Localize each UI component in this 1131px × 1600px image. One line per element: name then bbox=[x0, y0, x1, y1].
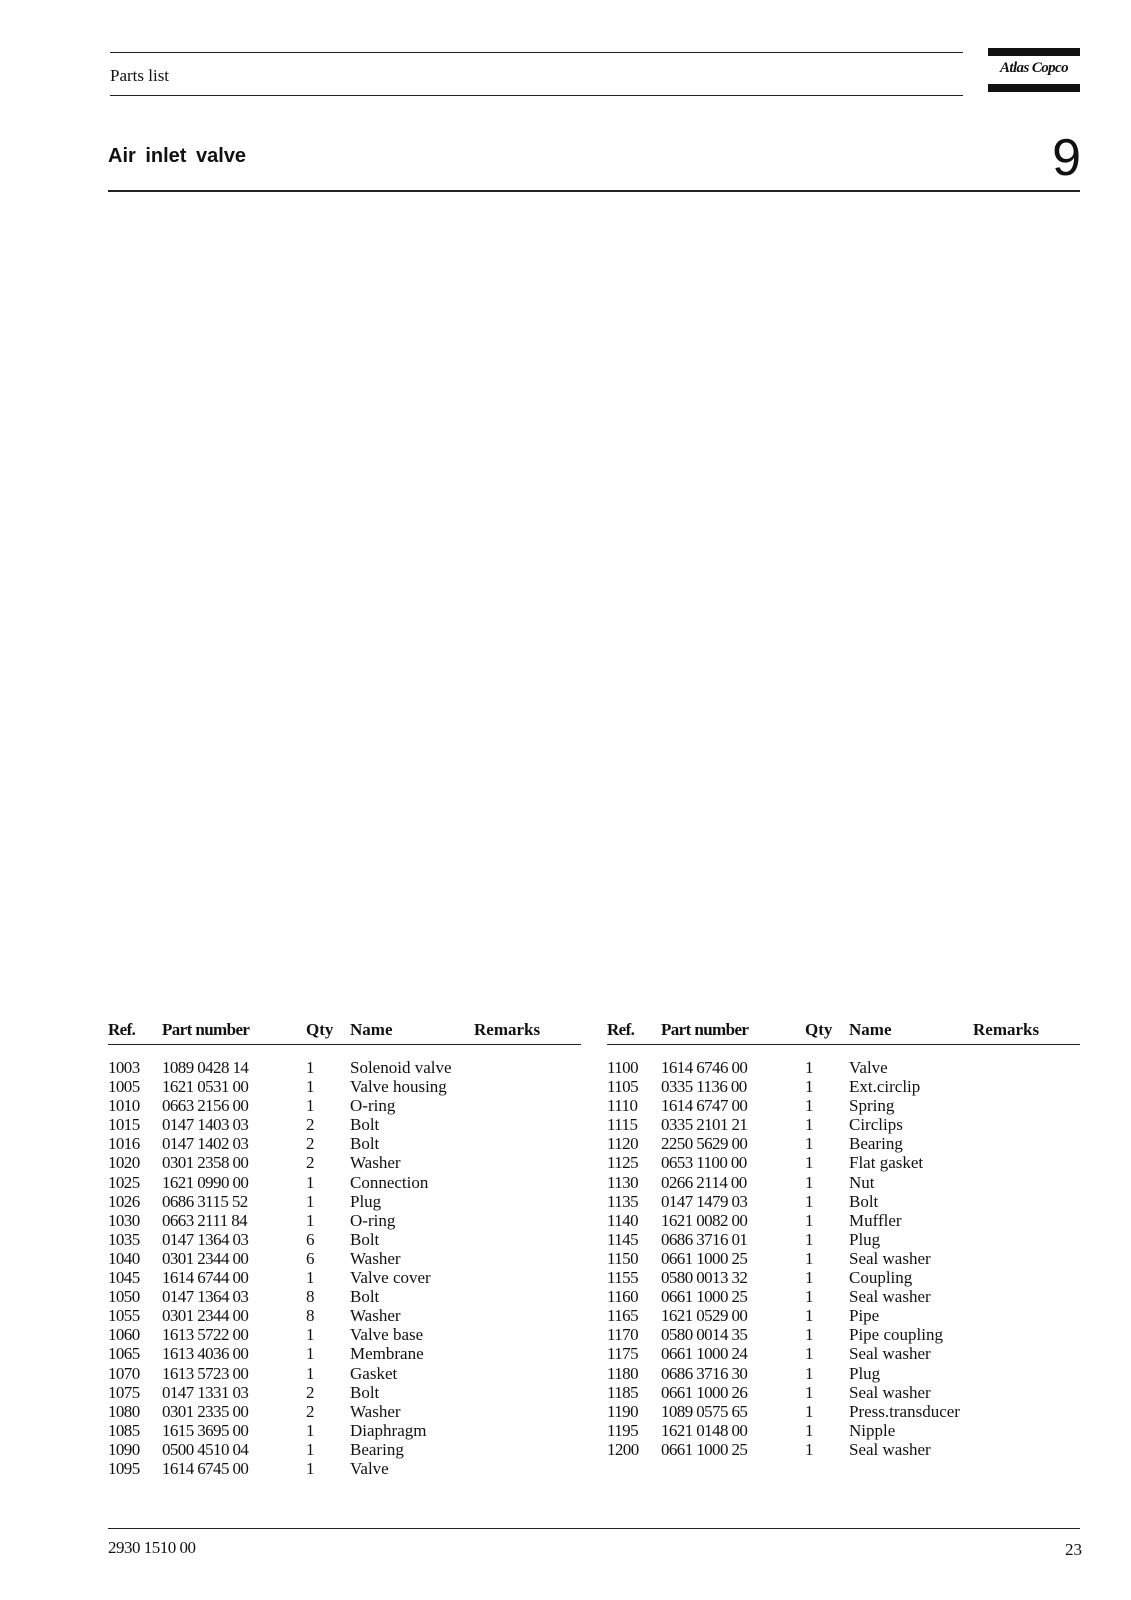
cell-part-number: 0686 3716 30 bbox=[661, 1363, 748, 1383]
cell-name: Pipe coupling bbox=[849, 1325, 943, 1345]
cell-ref: 1075 bbox=[108, 1382, 140, 1402]
cell-part-number: 0661 1000 25 bbox=[661, 1248, 748, 1268]
cell-part-number: 1621 0082 00 bbox=[661, 1210, 748, 1230]
cell-part-number: 0663 2156 00 bbox=[162, 1096, 249, 1116]
column-header-part-number: Part number bbox=[162, 1020, 250, 1039]
cell-ref: 1155 bbox=[607, 1268, 638, 1288]
cell-ref: 1090 bbox=[108, 1439, 140, 1459]
cell-part-number: 1614 6746 00 bbox=[661, 1058, 748, 1077]
cell-name: Washer bbox=[350, 1401, 401, 1421]
cell-qty: 1 bbox=[805, 1191, 814, 1211]
cell-ref: 1025 bbox=[108, 1172, 140, 1192]
cell-qty: 1 bbox=[306, 1439, 315, 1459]
cell-name: Washer bbox=[350, 1306, 401, 1326]
cell-ref: 1100 bbox=[607, 1058, 638, 1077]
cell-name: Nut bbox=[849, 1172, 875, 1192]
cell-name: Plug bbox=[350, 1191, 382, 1211]
cell-part-number: 0147 1364 03 bbox=[162, 1229, 249, 1249]
cell-name: Valve housing bbox=[350, 1077, 447, 1097]
cell-name: Bearing bbox=[849, 1134, 903, 1154]
chapter-number: 9 bbox=[1052, 129, 1081, 187]
cell-name: Valve base bbox=[350, 1325, 424, 1345]
cell-part-number: 1614 6747 00 bbox=[661, 1096, 748, 1116]
cell-qty: 1 bbox=[805, 1325, 814, 1345]
cell-qty: 2 bbox=[306, 1153, 315, 1173]
footer-document-number: 2930 1510 00 bbox=[108, 1538, 196, 1557]
cell-ref: 1065 bbox=[108, 1344, 140, 1364]
cell-qty: 1 bbox=[805, 1306, 814, 1326]
cell-qty: 6 bbox=[306, 1229, 315, 1249]
cell-part-number: 1613 4036 00 bbox=[162, 1344, 249, 1364]
cell-ref: 1190 bbox=[607, 1401, 638, 1421]
cell-name: Membrane bbox=[350, 1344, 424, 1364]
cell-name: O-ring bbox=[350, 1210, 396, 1230]
cell-ref: 1015 bbox=[108, 1115, 140, 1135]
cell-name: Washer bbox=[350, 1248, 401, 1268]
cell-name: Bolt bbox=[350, 1115, 380, 1135]
cell-name: Washer bbox=[350, 1153, 401, 1173]
cell-qty: 8 bbox=[306, 1306, 315, 1326]
cell-name: Plug bbox=[849, 1363, 881, 1383]
cell-qty: 1 bbox=[805, 1077, 814, 1097]
cell-qty: 1 bbox=[805, 1344, 814, 1364]
cell-part-number: 0663 2111 84 bbox=[162, 1210, 248, 1230]
cell-name: Press.transducer bbox=[849, 1401, 960, 1421]
cell-ref: 1170 bbox=[607, 1325, 638, 1345]
cell-ref: 1125 bbox=[607, 1153, 638, 1173]
cell-qty: 2 bbox=[306, 1134, 315, 1154]
cell-qty: 6 bbox=[306, 1248, 315, 1268]
cell-ref: 1195 bbox=[607, 1420, 638, 1440]
cell-part-number: 1614 6744 00 bbox=[162, 1268, 249, 1288]
cell-ref: 1180 bbox=[607, 1363, 638, 1383]
cell-ref: 1026 bbox=[108, 1191, 140, 1211]
cell-name: Solenoid valve bbox=[350, 1058, 452, 1077]
cell-name: Valve cover bbox=[350, 1268, 431, 1288]
cell-part-number: 0301 2344 00 bbox=[162, 1248, 249, 1268]
cell-qty: 2 bbox=[306, 1115, 315, 1135]
cell-part-number: 1621 0990 00 bbox=[162, 1172, 249, 1192]
column-header-name: Name bbox=[350, 1020, 393, 1039]
cell-ref: 1080 bbox=[108, 1401, 140, 1421]
cell-qty: 1 bbox=[306, 1420, 315, 1440]
cell-part-number: 2250 5629 00 bbox=[661, 1134, 748, 1154]
cell-ref: 1030 bbox=[108, 1210, 140, 1230]
cell-part-number: 1614 6745 00 bbox=[162, 1458, 249, 1478]
cell-name: Bolt bbox=[350, 1382, 380, 1402]
column-header-part-number: Part number bbox=[661, 1020, 749, 1039]
cell-name: Bolt bbox=[849, 1191, 879, 1211]
cell-ref: 1120 bbox=[607, 1134, 638, 1154]
cell-ref: 1160 bbox=[607, 1287, 638, 1307]
cell-part-number: 0147 1331 03 bbox=[162, 1382, 249, 1402]
cell-ref: 1045 bbox=[108, 1268, 140, 1288]
cell-qty: 8 bbox=[306, 1287, 315, 1307]
logo-bottom-bar bbox=[988, 84, 1080, 92]
cell-qty: 1 bbox=[805, 1268, 814, 1288]
cell-qty: 1 bbox=[805, 1210, 814, 1230]
cell-qty: 1 bbox=[306, 1191, 315, 1211]
cell-name: O-ring bbox=[350, 1096, 396, 1116]
header-bottom-rule bbox=[110, 95, 963, 96]
column-header-qty: Qty bbox=[306, 1020, 334, 1039]
cell-part-number: 1615 3695 00 bbox=[162, 1420, 249, 1440]
cell-qty: 1 bbox=[306, 1096, 315, 1116]
cell-ref: 1175 bbox=[607, 1344, 638, 1364]
cell-ref: 1010 bbox=[108, 1096, 140, 1116]
cell-part-number: 1089 0575 65 bbox=[661, 1401, 748, 1421]
cell-part-number: 0580 0014 35 bbox=[661, 1325, 748, 1345]
cell-part-number: 0335 2101 21 bbox=[661, 1115, 748, 1135]
footer-rule bbox=[108, 1528, 1080, 1529]
column-header-remarks: Remarks bbox=[973, 1020, 1040, 1039]
cell-ref: 1050 bbox=[108, 1287, 140, 1307]
cell-name: Coupling bbox=[849, 1268, 913, 1288]
cell-name: Bolt bbox=[350, 1229, 380, 1249]
cell-name: Seal washer bbox=[849, 1439, 931, 1459]
cell-name: Valve bbox=[350, 1458, 389, 1478]
cell-part-number: 0147 1403 03 bbox=[162, 1115, 249, 1135]
cell-part-number: 0147 1479 03 bbox=[661, 1191, 748, 1211]
cell-qty: 1 bbox=[306, 1458, 315, 1478]
cell-qty: 1 bbox=[306, 1325, 315, 1345]
cell-part-number: 1621 0531 00 bbox=[162, 1077, 249, 1097]
cell-name: Muffler bbox=[849, 1210, 902, 1230]
cell-ref: 1145 bbox=[607, 1229, 638, 1249]
cell-part-number: 0266 2114 00 bbox=[661, 1172, 747, 1192]
cell-part-number: 1621 0148 00 bbox=[661, 1420, 748, 1440]
cell-part-number: 0653 1100 00 bbox=[661, 1153, 747, 1173]
cell-qty: 1 bbox=[805, 1229, 814, 1249]
cell-name: Seal washer bbox=[849, 1248, 931, 1268]
cell-qty: 1 bbox=[805, 1058, 814, 1077]
cell-name: Bolt bbox=[350, 1287, 380, 1307]
cell-qty: 1 bbox=[805, 1115, 814, 1135]
cell-part-number: 1613 5722 00 bbox=[162, 1325, 249, 1345]
footer-page-number: 23 bbox=[1065, 1540, 1082, 1559]
cell-qty: 1 bbox=[805, 1287, 814, 1307]
cell-part-number: 0580 0013 32 bbox=[661, 1268, 748, 1288]
cell-part-number: 0301 2335 00 bbox=[162, 1401, 249, 1421]
cell-name: Nipple bbox=[849, 1420, 896, 1440]
cell-part-number: 0661 1000 26 bbox=[661, 1382, 748, 1402]
cell-qty: 1 bbox=[306, 1172, 315, 1192]
cell-qty: 1 bbox=[805, 1439, 814, 1459]
cell-qty: 1 bbox=[306, 1058, 315, 1077]
cell-ref: 1135 bbox=[607, 1191, 638, 1211]
cell-qty: 1 bbox=[805, 1172, 814, 1192]
cell-qty: 1 bbox=[306, 1077, 315, 1097]
cell-name: Spring bbox=[849, 1096, 895, 1116]
title-rule bbox=[108, 190, 1080, 192]
cell-part-number: 0147 1364 03 bbox=[162, 1287, 249, 1307]
cell-name: Seal washer bbox=[849, 1287, 931, 1307]
cell-ref: 1016 bbox=[108, 1134, 140, 1154]
table-header-rule-left bbox=[108, 1044, 581, 1045]
cell-qty: 1 bbox=[805, 1401, 814, 1421]
cell-ref: 1085 bbox=[108, 1420, 140, 1440]
cell-name: Seal washer bbox=[849, 1344, 931, 1364]
cell-ref: 1020 bbox=[108, 1153, 140, 1173]
table-header-rule-right bbox=[607, 1044, 1080, 1045]
logo-text: Atlas Copco bbox=[1000, 60, 1068, 76]
cell-part-number: 0301 2344 00 bbox=[162, 1306, 249, 1326]
column-header-name: Name bbox=[849, 1020, 892, 1039]
column-header-ref: Ref. bbox=[108, 1020, 136, 1039]
cell-ref: 1035 bbox=[108, 1229, 140, 1249]
cell-ref: 1095 bbox=[108, 1458, 140, 1478]
cell-qty: 2 bbox=[306, 1382, 315, 1402]
cell-qty: 1 bbox=[805, 1420, 814, 1440]
cell-part-number: 0661 1000 24 bbox=[661, 1344, 748, 1364]
cell-ref: 1040 bbox=[108, 1248, 140, 1268]
cell-name: Connection bbox=[350, 1172, 429, 1192]
atlas-copco-logo bbox=[988, 48, 1080, 94]
logo-top-bar bbox=[988, 48, 1080, 56]
cell-name: Plug bbox=[849, 1229, 881, 1249]
cell-ref: 1150 bbox=[607, 1248, 638, 1268]
cell-qty: 1 bbox=[805, 1363, 814, 1383]
cell-qty: 2 bbox=[306, 1401, 315, 1421]
cell-qty: 1 bbox=[306, 1268, 315, 1288]
cell-ref: 1105 bbox=[607, 1077, 638, 1097]
column-header-ref: Ref. bbox=[607, 1020, 635, 1039]
cell-qty: 1 bbox=[805, 1096, 814, 1116]
cell-ref: 1130 bbox=[607, 1172, 638, 1192]
cell-ref: 1200 bbox=[607, 1439, 639, 1459]
cell-ref: 1140 bbox=[607, 1210, 638, 1230]
cell-qty: 1 bbox=[805, 1153, 814, 1173]
cell-part-number: 0335 1136 00 bbox=[661, 1077, 747, 1097]
cell-qty: 1 bbox=[805, 1382, 814, 1402]
cell-name: Bearing bbox=[350, 1439, 404, 1459]
header-top-rule bbox=[110, 52, 963, 53]
table-header-right bbox=[607, 1020, 1080, 1044]
cell-ref: 1003 bbox=[108, 1058, 140, 1077]
cell-part-number: 0147 1402 03 bbox=[162, 1134, 249, 1154]
cell-part-number: 1621 0529 00 bbox=[661, 1306, 748, 1326]
column-header-remarks: Remarks bbox=[474, 1020, 541, 1039]
cell-part-number: 0661 1000 25 bbox=[661, 1287, 748, 1307]
cell-part-number: 0500 4510 04 bbox=[162, 1439, 249, 1459]
cell-ref: 1185 bbox=[607, 1382, 638, 1402]
cell-qty: 1 bbox=[306, 1363, 315, 1383]
cell-part-number: 0686 3716 01 bbox=[661, 1229, 748, 1249]
cell-name: Diaphragm bbox=[350, 1420, 427, 1440]
cell-qty: 1 bbox=[306, 1344, 315, 1364]
cell-part-number: 1089 0428 14 bbox=[162, 1058, 249, 1077]
cell-qty: 1 bbox=[805, 1248, 814, 1268]
cell-qty: 1 bbox=[306, 1210, 315, 1230]
cell-ref: 1070 bbox=[108, 1363, 140, 1383]
cell-qty: 1 bbox=[805, 1134, 814, 1154]
cell-name: Bolt bbox=[350, 1134, 380, 1154]
cell-ref: 1115 bbox=[607, 1115, 638, 1135]
cell-ref: 1060 bbox=[108, 1325, 140, 1345]
cell-ref: 1055 bbox=[108, 1306, 140, 1326]
cell-ref: 1110 bbox=[607, 1096, 638, 1116]
cell-part-number: 0686 3115 52 bbox=[162, 1191, 248, 1211]
column-header-qty: Qty bbox=[805, 1020, 833, 1039]
cell-part-number: 0661 1000 25 bbox=[661, 1439, 748, 1459]
cell-part-number: 0301 2358 00 bbox=[162, 1153, 249, 1173]
cell-ref: 1165 bbox=[607, 1306, 638, 1326]
cell-name: Flat gasket bbox=[849, 1153, 924, 1173]
table-header-left bbox=[108, 1020, 581, 1044]
header-label: Parts list bbox=[110, 66, 170, 85]
cell-part-number: 1613 5723 00 bbox=[162, 1363, 249, 1383]
cell-name: Seal washer bbox=[849, 1382, 931, 1402]
cell-name: Circlips bbox=[849, 1115, 903, 1135]
cell-name: Gasket bbox=[350, 1363, 398, 1383]
cell-name: Ext.circlip bbox=[849, 1077, 921, 1097]
section-title: Air inlet valve bbox=[108, 145, 247, 167]
cell-ref: 1005 bbox=[108, 1077, 140, 1097]
cell-name: Pipe bbox=[849, 1306, 880, 1326]
cell-name: Valve bbox=[849, 1058, 888, 1077]
